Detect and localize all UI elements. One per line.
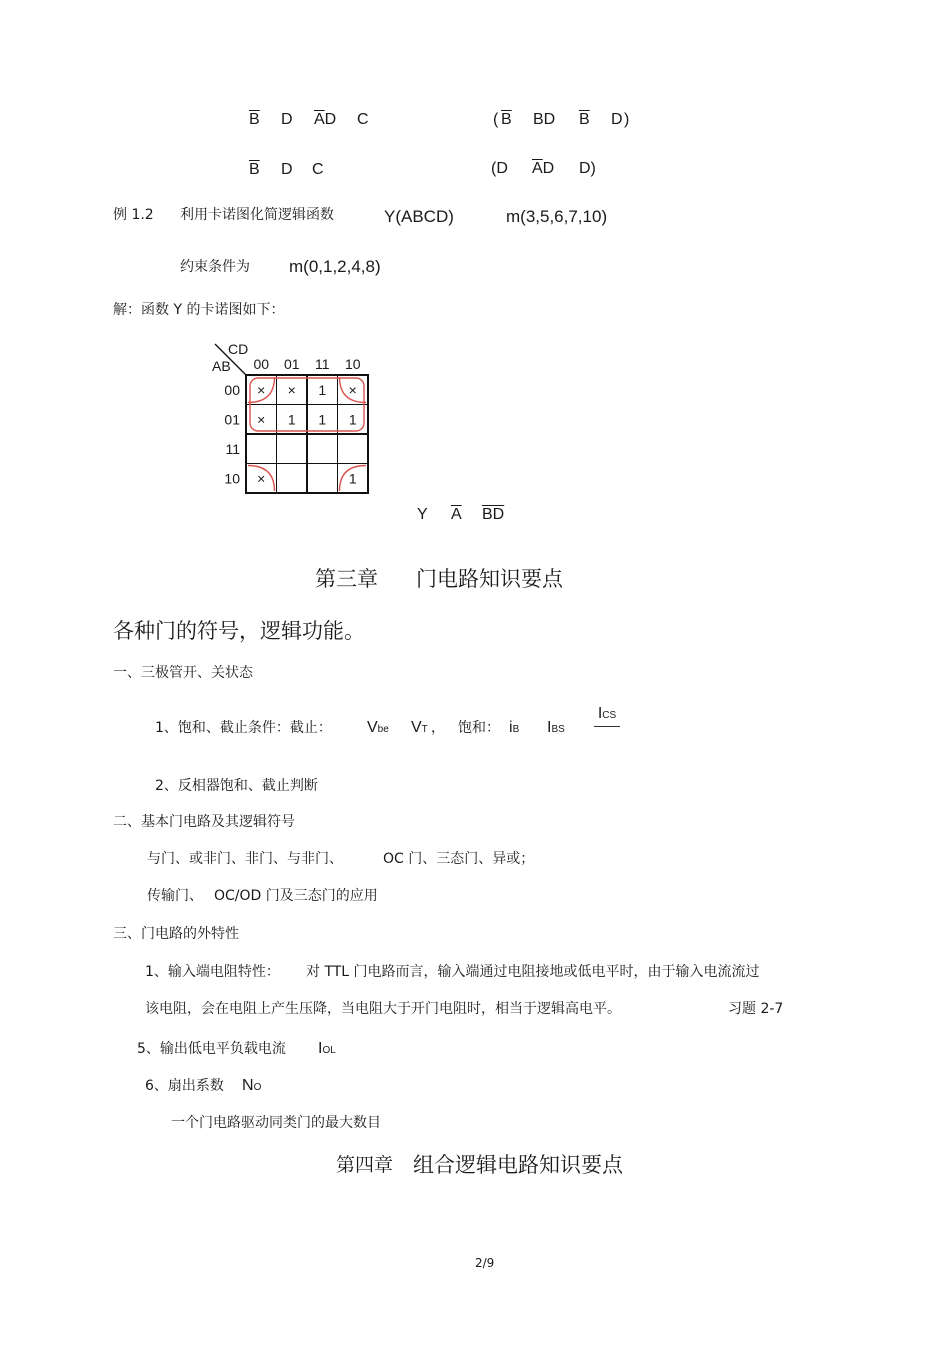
eq2-d: D	[281, 161, 293, 178]
no: NO	[242, 1077, 262, 1094]
karnaugh-map	[205, 340, 380, 500]
kmap-col-10: 10	[344, 356, 361, 372]
eq1-ad-a: $\overline{A}$	[314, 111, 325, 128]
eq2-open: (D	[491, 160, 508, 177]
eq1-rb: $\overline{B}$	[501, 111, 512, 128]
kmap-cell: ×	[287, 381, 296, 398]
page-number: 2/9	[475, 1256, 495, 1270]
eq2-d2: D)	[579, 160, 596, 177]
kmap-cell: 1	[348, 470, 357, 487]
kmap-cell: 1	[318, 411, 327, 428]
solution-line: 解：函数 Y 的卡诺图如下：	[113, 302, 285, 318]
eq2-b: $\overline{B}$	[249, 161, 260, 178]
kmap-row-00: 00	[224, 381, 240, 398]
s1-item2: 2、反相器饱和、截止判断	[155, 778, 318, 794]
example-minterms: m(3,5,6,7,10)	[506, 207, 608, 226]
iol: IOL	[318, 1040, 336, 1057]
kmap-row-11: 11	[225, 440, 240, 457]
s2-line1b: OC 门、三态门、异或；	[383, 851, 535, 867]
chapter3-title: 第三章	[315, 567, 378, 591]
kmap-cell: ×	[257, 381, 266, 398]
s1-comma: ，	[431, 720, 445, 736]
kmap-col-00: 00	[253, 356, 270, 372]
s3-item1b: 对 TTL 门电路而言，输入端通过电阻接地或低电平时，由于输入电流流过	[306, 964, 760, 980]
kmap-cell: ×	[257, 411, 266, 428]
kmap-cell: 1	[318, 381, 327, 398]
eq1-c: C	[357, 111, 369, 128]
vt: VT	[411, 719, 428, 736]
s3-exercise: 习题 2-7	[728, 1001, 784, 1017]
kmap-ab-label: AB	[212, 358, 231, 374]
eq1-rd: D	[611, 111, 623, 128]
s2-line2a: 传输门、	[147, 888, 203, 904]
example-func: Y(ABCD)	[384, 207, 454, 226]
s3-item6-desc: 一个门电路驱动同类门的最大数目	[171, 1115, 381, 1131]
eq1-b: $\overline{B}$	[249, 111, 260, 128]
kmap-cd-label: CD	[228, 341, 249, 357]
eq1-close: )	[624, 111, 630, 128]
chapter4-subtitle: 组合逻辑电路知识要点	[413, 1153, 623, 1177]
ics-fraction: ICS	[594, 704, 620, 727]
eq1-rb2: $\overline{B}$	[579, 111, 590, 128]
chapter3-subtitle: 门电路知识要点	[416, 567, 563, 591]
kmap-col-11: 11	[314, 356, 330, 372]
kmap-row-10: 10	[224, 470, 240, 487]
s1-sat: 饱和：	[458, 720, 500, 736]
s2-line1a: 与门、或非门、非门、与非门、	[147, 851, 343, 867]
s3-item1a: 1、输入端电阻特性：	[145, 964, 280, 980]
result-y: Y	[417, 506, 428, 523]
kmap-cell: 1	[348, 411, 357, 428]
kmap-row-01: 01	[224, 411, 240, 428]
s3-item1c: 该电阻，会在电阻上产生压降，当电阻大于开门电阻时，相当于逻辑高电平。	[145, 1001, 621, 1017]
s2-line2b: OC/OD 门及三态门的应用	[214, 888, 378, 904]
ib: iB	[509, 719, 520, 736]
s3-item5: 5、输出低电平负载电流	[137, 1041, 286, 1057]
kmap-cell: ×	[257, 470, 266, 487]
s1-title: 一、三极管开、关状态	[113, 665, 253, 681]
s3-item6: 6、扇出系数	[145, 1078, 224, 1094]
s2-title: 二、基本门电路及其逻辑符号	[113, 814, 295, 830]
example-text: 利用卡诺图化简逻辑函数	[180, 207, 334, 223]
kmap-col-01: 01	[283, 356, 300, 372]
eq2-ad: $\overline{A}D$	[532, 160, 555, 177]
intro-heading: 各种门的符号，逻辑功能。	[113, 619, 365, 643]
eq1-bd: BD	[533, 111, 556, 128]
result-bd: $\overline{BD}$	[482, 506, 505, 523]
constraint-label: 约束条件为	[180, 259, 250, 275]
chapter4-title: 第四章	[336, 1154, 394, 1176]
eq1-open: (	[493, 111, 499, 128]
eq1-ad: $\overline{A}D$	[314, 111, 337, 128]
kmap-cell: ×	[348, 381, 357, 398]
constraint-dc: m(0,1,2,4,8)	[289, 257, 381, 276]
s1-item1-label: 1、饱和、截止条件：截止：	[155, 720, 332, 736]
s3-title: 三、门电路的外特性	[113, 926, 239, 942]
eq1-d: D	[281, 111, 293, 128]
result-a: $\overline{A}$	[451, 506, 462, 523]
eq2-c: C	[312, 161, 324, 178]
example-label: 例 1.2	[113, 207, 154, 223]
kmap-cell: 1	[287, 411, 296, 428]
eq2-ad-a: $\overline{A}$	[532, 160, 543, 177]
ibs: IBS	[547, 719, 565, 736]
vbe: Vbe	[367, 719, 389, 736]
